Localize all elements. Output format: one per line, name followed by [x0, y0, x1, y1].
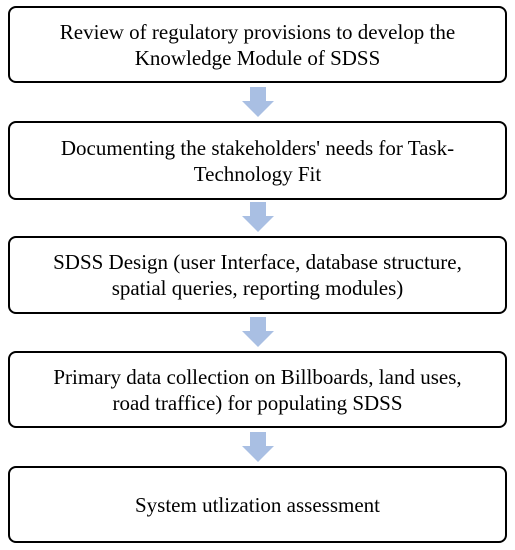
down-arrow-icon	[242, 432, 274, 462]
down-arrow-icon	[242, 317, 274, 347]
step-text-3: SDSS Design (user Interface, database structure, spatial queries, reporting modules)	[53, 250, 462, 300]
step-box-1	[8, 6, 507, 83]
step-text-5: System utlization assessment	[135, 492, 380, 517]
step-text-2: Documenting the stakeholders' needs for Task- Technology Fit	[60, 135, 455, 186]
step-text-1: Review of regulatory provisions to develop the Knowledge Module of SDSS	[59, 19, 456, 70]
step-box-2	[8, 121, 507, 200]
step-box-4	[8, 351, 507, 428]
down-arrow-icon	[242, 202, 274, 232]
step-box-3	[8, 236, 507, 314]
down-arrow-icon	[242, 87, 274, 117]
step-box-5	[8, 466, 507, 543]
step-text-4: Primary data collection on Billboards, land uses, road traffice) for populating SDSS	[53, 364, 462, 415]
